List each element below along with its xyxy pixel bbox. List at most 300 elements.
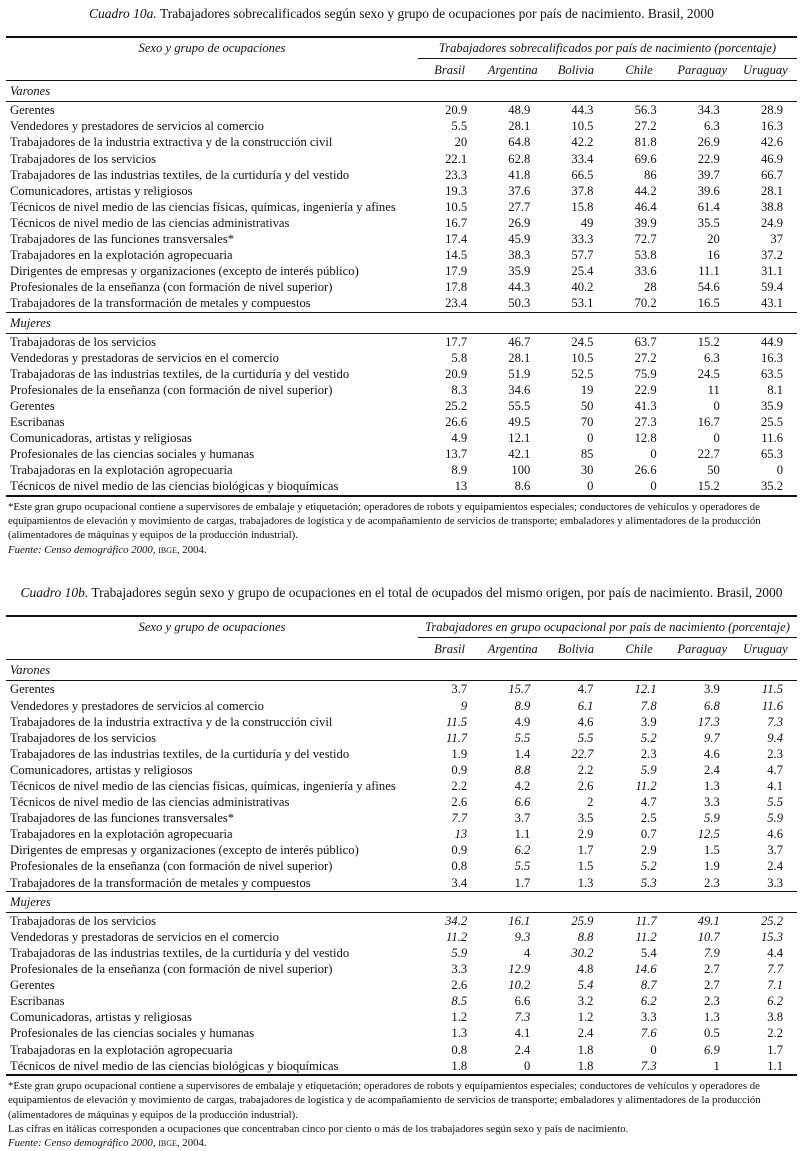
cell-value: 11 <box>707 382 720 397</box>
column-header-chile: Chile <box>607 59 670 81</box>
row-label: Dirigentes de empresas y organizaciones (excepto de interés público) <box>10 264 359 279</box>
row-label: Profesionales de la enseñanza (con formación de nivel superior) <box>10 280 333 295</box>
table-row <box>6 215 797 231</box>
row-label: Comunicadores, artistas y religiosos <box>10 183 193 198</box>
cell-value: 49 <box>580 215 594 230</box>
cell-value: 3.8 <box>767 1010 783 1025</box>
cell-value: 0 <box>544 478 607 495</box>
cell-value: 35.2 <box>734 478 797 495</box>
row-label: Trabajadoras de los servicios <box>10 913 157 928</box>
cell-value: 6.6 <box>514 994 531 1009</box>
cell-value: 8.1 <box>767 382 783 397</box>
country-header-row <box>6 59 797 81</box>
cell-value: 1.8 <box>577 1042 594 1057</box>
cell-value: 27.2 <box>634 350 657 365</box>
cell-value: 16.7 <box>697 415 720 430</box>
cell-value: 8.7 <box>640 978 657 993</box>
cell-value: 8.3 <box>451 382 468 397</box>
source-year: , 2004. <box>176 543 207 556</box>
table-row <box>6 762 797 778</box>
cell-value: 6.2 <box>767 994 783 1009</box>
table-row <box>6 414 797 430</box>
cell-value: 0.8 <box>451 1042 468 1057</box>
cell-value: 11.5 <box>446 714 468 729</box>
cell-value: 51.9 <box>508 366 531 381</box>
row-label: Escribanas <box>10 994 65 1009</box>
section-row-mujeres <box>6 312 797 333</box>
header-row <box>6 37 797 59</box>
cell-value: 5.4 <box>577 978 594 993</box>
cell-value: 26.6 <box>634 463 657 478</box>
cell-value: 12.9 <box>508 962 531 977</box>
table-row <box>6 1042 797 1058</box>
cell-value: 37.8 <box>571 183 594 198</box>
row-label: Vendedores y prestadores de servicios al comercio <box>10 119 264 134</box>
cell-value: 5.5 <box>514 730 531 745</box>
cell-value: 63.7 <box>634 334 657 349</box>
cell-value: 11.2 <box>635 929 657 944</box>
cell-value: 31.1 <box>760 264 783 279</box>
table-b-footnote: *Este gran grupo ocupacional contiene a supervisores de embalaje y etiquetación; operadores de robots y equipamientos especiales; conductores de vehículos y operadores de equipamientos de elevación y movimiento de cargas, trabajadores de logística y de acompañamiento de servicios de transporte; embaladores y alimentadores de la producción (alimentadores de máquinas y equipos de la producción industrial). <box>8 1079 761 1121</box>
cell-value: 25.4 <box>571 264 594 279</box>
table-row <box>6 430 797 446</box>
column-header-brasil: Brasil <box>418 59 481 81</box>
cell-value: 4.9 <box>514 714 531 729</box>
cell-value: 12.5 <box>697 827 720 842</box>
cell-value: 7.1 <box>767 978 783 993</box>
cell-value: 0.8 <box>451 859 468 874</box>
cell-value: 2.4 <box>514 1042 531 1057</box>
cell-value: 11.5 <box>761 682 783 697</box>
table-b-source <box>8 1136 798 1150</box>
table-row <box>6 730 797 746</box>
cell-value: 63.5 <box>760 366 783 381</box>
cell-value: 3.9 <box>640 714 657 729</box>
row-label: Gerentes <box>10 398 55 413</box>
cell-value: 64.8 <box>508 135 531 150</box>
cell-value: 6.2 <box>514 843 531 858</box>
cell-value: 26.9 <box>697 135 720 150</box>
cell-value: 24.5 <box>571 334 594 349</box>
cell-value: 43.1 <box>760 296 783 311</box>
cell-value: 7.7 <box>451 811 468 826</box>
cell-value: 33.6 <box>634 264 657 279</box>
row-label: Trabajadoras de las industrias textiles, de la curtiduría y del vestido <box>10 366 350 381</box>
cell-value: 49.5 <box>508 415 531 430</box>
cell-value: 11.7 <box>446 730 468 745</box>
section-label: Mujeres <box>6 891 797 912</box>
cell-value: 46.7 <box>508 334 531 349</box>
cell-value: 1.5 <box>577 859 594 874</box>
table-row <box>6 199 797 215</box>
cell-value: 37 <box>770 232 783 247</box>
country-header-row <box>6 638 797 660</box>
cell-value: 20.9 <box>445 366 468 381</box>
cell-value: 0 <box>776 463 783 478</box>
table-row <box>6 102 797 119</box>
cell-value: 49.1 <box>697 913 720 928</box>
table-row <box>6 231 797 247</box>
cell-value: 4.9 <box>451 431 468 446</box>
cell-value: 3.5 <box>577 811 594 826</box>
cell-value: 40.2 <box>571 280 594 295</box>
cell-value: 44.3 <box>508 280 531 295</box>
cell-value: 5.3 <box>640 875 657 890</box>
table-row <box>6 279 797 295</box>
row-label: Trabajadoras en la explotación agropecuaria <box>10 463 233 478</box>
cell-value: 6.8 <box>704 698 720 713</box>
cell-value: 4.6 <box>767 827 783 842</box>
cell-value: 1.5 <box>704 843 720 858</box>
cell-value: 24.5 <box>697 366 720 381</box>
group-header: Sexo y grupo de ocupaciones <box>6 616 418 638</box>
cell-value: 11.6 <box>761 431 783 446</box>
table-row <box>6 263 797 279</box>
cell-value: 66.7 <box>760 167 783 182</box>
span-header: Trabajadores sobrecalificados por país de nacimiento (porcentaje) <box>418 37 797 59</box>
table-row <box>6 681 797 698</box>
row-label: Profesionales de las ciencias sociales y humanas <box>10 1026 255 1041</box>
source-year: , 2004. <box>176 1137 207 1150</box>
cell-value: 41.8 <box>508 167 531 182</box>
cell-value: 59.4 <box>760 280 783 295</box>
cell-value: 34.2 <box>445 913 468 928</box>
cell-value: 2.6 <box>577 779 594 793</box>
cell-value: 4.4 <box>767 945 783 960</box>
cell-value: 3.7 <box>767 843 783 858</box>
cell-value: 4.6 <box>577 714 594 729</box>
cell-value: 14.5 <box>445 248 468 263</box>
cell-value: 23.3 <box>445 167 468 182</box>
cell-value: 2.3 <box>704 994 720 1009</box>
cell-value: 5.5 <box>451 119 468 134</box>
table-row <box>6 1025 797 1041</box>
cell-value: 11.2 <box>635 779 657 793</box>
cell-value: 50 <box>707 463 720 478</box>
section-row-varones <box>6 81 797 102</box>
cell-value: 20 <box>454 135 468 150</box>
cell-value: 12.1 <box>634 682 657 697</box>
cell-value: 5.8 <box>451 350 468 365</box>
table-row <box>6 151 797 167</box>
table-a-caption: Trabajadores sobrecalificados según sexo y grupo de ocupaciones por país de nacimiento. Brasil, 2000 <box>156 6 714 21</box>
cell-value: 22.1 <box>445 151 468 166</box>
row-label: Trabajadores de las industrias textiles, de la curtiduría y del vestido <box>10 167 350 182</box>
cell-value: 35.5 <box>697 215 720 230</box>
cell-value: 44.9 <box>760 334 783 349</box>
cell-value: 12.1 <box>508 431 531 446</box>
cell-value: 0 <box>650 1042 657 1057</box>
table-row <box>6 826 797 842</box>
cell-value: 13.7 <box>445 447 468 462</box>
table-b-notes <box>8 1079 798 1151</box>
cell-value: 7.3 <box>514 1010 531 1025</box>
cell-value: 10.5 <box>445 199 468 214</box>
cell-value: 17.3 <box>697 714 720 729</box>
cell-value: 9.4 <box>767 730 783 745</box>
cell-value: 17.9 <box>445 264 468 279</box>
cell-value: 7.7 <box>767 962 783 977</box>
cell-value: 9.3 <box>514 929 531 944</box>
cell-value: 5.9 <box>640 762 657 777</box>
table-row <box>6 714 797 730</box>
table-row <box>6 929 797 945</box>
cell-value: 8.8 <box>514 762 531 777</box>
cell-value: 10.7 <box>697 929 720 944</box>
cell-value: 37.2 <box>760 248 783 263</box>
cell-value: 100 <box>511 463 531 478</box>
table-row <box>6 810 797 826</box>
cell-value: 42.1 <box>508 447 531 462</box>
cell-value: 1.3 <box>577 875 594 890</box>
row-label: Profesionales de las ciencias sociales y humanas <box>10 447 255 462</box>
cell-value: 53.1 <box>571 296 594 311</box>
group-header: Sexo y grupo de ocupaciones <box>6 37 418 59</box>
table-b-italic-note: Las cifras en itálicas corresponden a ocupaciones que concentraban cinco por ciento o más de los trabajadores según sexo y país de nacimiento. <box>8 1122 629 1135</box>
column-header-bolivia: Bolivia <box>544 638 607 660</box>
cell-value: 3.9 <box>704 682 720 697</box>
cell-value: 3.7 <box>514 811 531 826</box>
cell-value: 48.9 <box>508 103 531 118</box>
cell-value: 15.2 <box>671 478 734 495</box>
cell-value: 11.7 <box>635 913 657 928</box>
column-header-bolivia: Bolivia <box>544 59 607 81</box>
cell-value: 7.9 <box>704 945 720 960</box>
table-row <box>6 382 797 398</box>
row-label: Vendedoras y prestadoras de servicios en el comercio <box>10 350 279 365</box>
row-label: Técnicos de nivel medio de las ciencias físicas, químicas, ingeniería y afines <box>10 199 396 214</box>
source-org: ibge <box>158 543 177 556</box>
cell-value: 3.3 <box>451 962 468 977</box>
cell-value: 22.7 <box>697 447 720 462</box>
cell-value: 41.3 <box>634 398 657 413</box>
cell-value: 9.7 <box>704 730 720 745</box>
cell-value: 8.9 <box>514 698 531 713</box>
column-header-argentina: Argentina <box>481 59 544 81</box>
table-row <box>6 977 797 993</box>
cell-value: 14.6 <box>634 962 657 977</box>
cell-value: 23.4 <box>445 296 468 311</box>
table-b <box>6 615 797 1076</box>
cell-value: 72.7 <box>634 232 657 247</box>
cell-value: 5.9 <box>767 811 783 826</box>
cell-value: 20 <box>707 232 720 247</box>
cell-value: 6.9 <box>704 1042 720 1057</box>
column-header-uruguay: Uruguay <box>734 638 797 660</box>
cell-value: 81.8 <box>634 135 657 150</box>
table-a-notes <box>8 500 798 558</box>
table-row <box>6 993 797 1009</box>
cell-value: 30 <box>580 463 594 478</box>
cell-value: 2.3 <box>767 746 783 761</box>
cell-value: 39.6 <box>697 183 720 198</box>
cell-value: 39.9 <box>634 215 657 230</box>
cell-value: 1.1 <box>514 827 531 842</box>
table-row <box>6 350 797 366</box>
cell-value: 5.4 <box>640 945 657 960</box>
cell-value: 70.2 <box>634 296 657 311</box>
cell-value: 26.9 <box>508 215 531 230</box>
cell-value: 55.5 <box>508 398 531 413</box>
table-a-title <box>6 6 797 22</box>
cell-value: 15.7 <box>508 682 531 697</box>
cell-value: 2.2 <box>767 1026 783 1041</box>
span-header: Trabajadores en grupo ocupacional por país de nacimiento (porcentaje) <box>418 616 797 638</box>
cell-value: 52.5 <box>571 366 594 381</box>
table-row <box>6 333 797 350</box>
cell-value: 16.5 <box>697 296 720 311</box>
section-label: Varones <box>6 660 797 681</box>
blank-header <box>6 638 418 660</box>
cell-value: 2.2 <box>577 762 594 777</box>
cell-value: 19.3 <box>445 183 468 198</box>
section-label: Mujeres <box>6 312 797 333</box>
table-row <box>6 446 797 462</box>
cell-value: 3.3 <box>640 1010 657 1025</box>
cell-value: 15.3 <box>760 929 783 944</box>
table-row <box>6 961 797 977</box>
cell-value: 28.1 <box>508 119 531 134</box>
cell-value: 34.6 <box>508 382 531 397</box>
cell-value: 27.2 <box>634 119 657 134</box>
cell-value: 0 <box>650 447 657 462</box>
cell-value: 0.7 <box>640 827 657 842</box>
cell-value: 65.3 <box>760 447 783 462</box>
cell-value: 66.5 <box>571 167 594 182</box>
cell-value: 0.5 <box>704 1026 720 1041</box>
cell-value: 45.9 <box>508 232 531 247</box>
row-label: Trabajadores de la transformación de metales y compuestos <box>10 296 311 311</box>
table-a-source <box>8 543 798 557</box>
cell-value: 9 <box>460 698 468 713</box>
cell-value: 33.3 <box>571 232 594 247</box>
row-label: Profesionales de la enseñanza (con formación de nivel superior) <box>10 962 333 977</box>
column-header-uruguay: Uruguay <box>734 59 797 81</box>
cell-value: 37.6 <box>508 183 531 198</box>
cell-value: 70 <box>580 415 594 430</box>
cell-value: 8.8 <box>577 929 594 944</box>
row-label: Trabajadores de los servicios <box>10 151 157 166</box>
cell-value: 1.4 <box>514 746 531 761</box>
table-a <box>6 36 797 497</box>
cell-value: 86 <box>644 167 657 182</box>
cell-value: 4.7 <box>767 762 783 777</box>
table-a-footnote: *Este gran grupo ocupacional contiene a supervisores de embalaje y etiquetación; operadores de robots y equipamientos especiales; conductores de vehículos y operadores de equipamientos de elevación y movimiento de cargas, trabajadores de logística y de acompañamiento de servicios de transporte; embaladores y alimentadores de la producción (alimentadores de máquinas y equipos de la producción industrial). <box>8 500 761 542</box>
table-row <box>6 462 797 478</box>
cell-value: 3.3 <box>767 875 783 890</box>
cell-value: 5.5 <box>514 859 531 874</box>
cell-value: 16.3 <box>760 119 783 134</box>
table-row <box>6 478 797 495</box>
cell-value: 13 <box>418 478 481 495</box>
cell-value: 44.2 <box>634 183 657 198</box>
cell-value: 2.6 <box>451 795 468 810</box>
cell-value: 1.3 <box>451 1026 468 1041</box>
table-b-caption: Trabajadores según sexo y grupo de ocupaciones en el total de ocupados del mismo origen, por país de nacimiento. Brasil, 2000 <box>88 585 783 601</box>
cell-value: 16.3 <box>760 350 783 365</box>
cell-value: 61.4 <box>697 199 720 214</box>
cell-value: 25.2 <box>445 398 468 413</box>
cell-value: 6.3 <box>704 350 720 365</box>
cell-value: 16.7 <box>445 215 468 230</box>
row-label: Técnicos de nivel medio de las ciencias biológicas y bioquímicas <box>6 1058 418 1075</box>
cell-value: 0 <box>713 398 720 413</box>
cell-value: 6.1 <box>577 698 594 713</box>
cell-value: 34.3 <box>697 103 720 118</box>
table-row <box>6 295 797 312</box>
cell-value: 4 <box>524 945 531 960</box>
cell-value: 7.3 <box>607 1058 670 1075</box>
table-row <box>6 366 797 382</box>
source-prefix: Fuente: Censo demográfico 2000, <box>8 543 156 556</box>
cell-value: 1.2 <box>451 1010 468 1025</box>
row-label: Técnicos de nivel medio de las ciencias administrativas <box>10 795 290 810</box>
cell-value: 11.1 <box>698 264 720 279</box>
cell-value: 0 <box>587 431 594 446</box>
row-label: Trabajadoras de los servicios <box>10 334 157 349</box>
cell-value: 46.4 <box>634 199 657 214</box>
cell-value: 85 <box>580 447 594 462</box>
cell-value: 28.1 <box>508 350 531 365</box>
cell-value: 28 <box>644 280 657 295</box>
cell-value: 13 <box>454 827 468 842</box>
cell-value: 50 <box>580 398 594 413</box>
cell-value: 28.9 <box>760 103 783 118</box>
cell-value: 24.9 <box>760 215 783 230</box>
cell-value: 26.6 <box>445 415 468 430</box>
cell-value: 1.7 <box>577 843 594 858</box>
cell-value: 1.3 <box>704 779 720 793</box>
section-label: Varones <box>6 81 797 102</box>
cell-value: 46.9 <box>760 151 783 166</box>
row-label: Gerentes <box>10 978 55 993</box>
section-row-varones <box>6 660 797 681</box>
cell-value: 7.8 <box>640 698 657 713</box>
cell-value: 16.1 <box>508 913 531 928</box>
cell-value: 10.5 <box>571 350 594 365</box>
cell-value: 6.6 <box>514 795 531 810</box>
table-row <box>6 183 797 199</box>
row-label: Dirigentes de empresas y organizaciones (excepto de interés público) <box>10 843 359 858</box>
row-label: Comunicadoras, artistas y religiosas <box>10 431 192 446</box>
cell-value: 27.7 <box>508 199 531 214</box>
cell-value: 53.8 <box>634 248 657 263</box>
row-label: Vendedores y prestadores de servicios al comercio <box>10 698 264 713</box>
cell-value: 2.3 <box>640 746 657 761</box>
cell-value: 35.9 <box>760 398 783 413</box>
cell-value: 0.9 <box>451 762 468 777</box>
cell-value: 0 <box>713 431 720 446</box>
row-label: Trabajadores de las funciones transversales* <box>10 232 235 247</box>
table-row <box>6 842 797 858</box>
cell-value: 17.8 <box>445 280 468 295</box>
cell-value: 1.2 <box>577 1010 594 1025</box>
cell-value: 2.3 <box>704 875 720 890</box>
cell-value: 1 <box>671 1058 734 1075</box>
table-row <box>6 875 797 892</box>
cell-value: 30.2 <box>571 945 594 960</box>
cell-value: 1.7 <box>767 1042 783 1057</box>
cell-value: 5.5 <box>767 795 783 810</box>
row-label: Trabajadores de las industrias textiles, de la curtiduría y del vestido <box>10 746 350 761</box>
cell-value: 4.7 <box>640 795 657 810</box>
cell-value: 19 <box>580 382 594 397</box>
row-label: Escribanas <box>10 415 65 430</box>
row-label: Técnicos de nivel medio de las ciencias administrativas <box>10 215 290 230</box>
cell-value: 4.6 <box>704 746 720 761</box>
table-row <box>6 398 797 414</box>
cell-value: 7.6 <box>640 1026 657 1041</box>
